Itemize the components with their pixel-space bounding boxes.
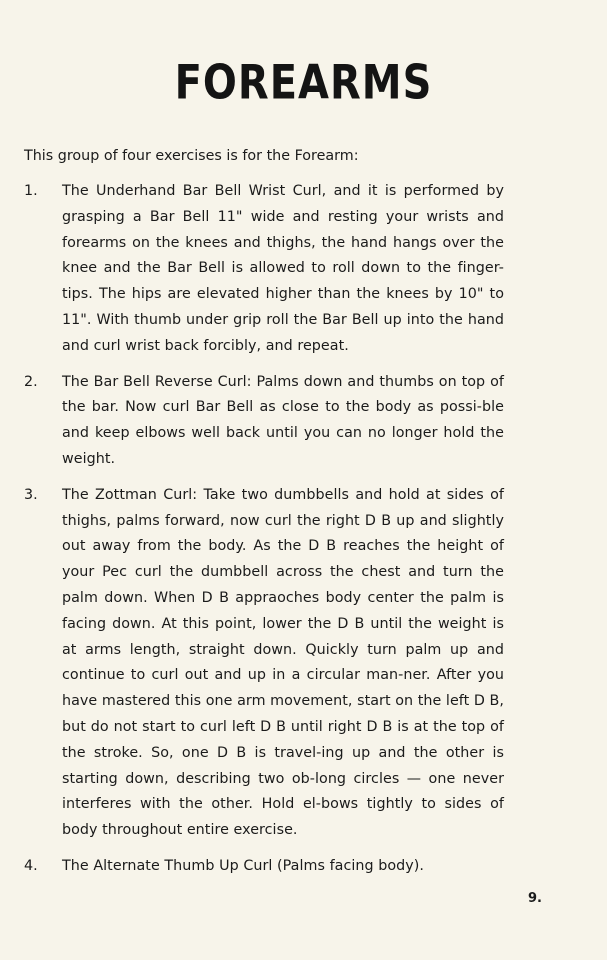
page-title: FOREARMS: [174, 56, 433, 111]
list-item-4: [24, 854, 504, 880]
page-number: 9.: [528, 891, 542, 906]
list-item-3: [24, 483, 504, 844]
item-number: 2.: [24, 373, 38, 390]
item-text: The Alternate Thumb Up Curl (Palms facing body).: [62, 857, 425, 874]
item-text: The Underhand Bar Bell Wrist Curl, and it is performed by grasping a Bar Bell 11" wide and resting your wrists and forearms on the knees and thighs, the hand hangs over the knee and the Bar Bell is allowed to roll down to the finger-tips. The hips are elevated higher than the knees by 10" to 11". With thumb under grip roll the Bar Bell up into the hand and curl wrist back forcibly, and repeat.: [62, 183, 504, 354]
intro-text: This group of four exercises is for the Forearm:: [24, 148, 359, 164]
item-text: The Zottman Curl: Take two dumbbells and hold at sides of thighs, palms forward, now curl the right D B up and slightly out away from the body. As the D B reaches the height of your Pec curl the dumbbell across the chest and turn the palm down. When D B appraoches body center the palm is facing down. At this point, lower the D B until the weight is at arms length, straight down. Quickly turn palm up and continue to curl out and up in a circular man-ner. After you have mastered this one arm movement, start on the left D B, but do not start to curl left D B until right D B is at the top of the stroke. So, one D B is travel-ing up and the other is starting down, describing two ob-long circles — one never interferes with the other. Hold el-bows tightly to sides of body throughout entire exercise.: [62, 486, 504, 839]
item-number: 3.: [24, 486, 38, 503]
item-text: The Bar Bell Reverse Curl: Palms down and thumbs on top of the bar. Now curl Bar Bell as close to the body as possi-ble and keep elbows well back until you can no longer hold the weight.: [62, 373, 504, 467]
list-item-2: [24, 370, 504, 473]
item-number: 4.: [24, 857, 38, 874]
list-item-1: [24, 179, 504, 360]
item-number: 1.: [24, 183, 38, 199]
exercise-list: [24, 179, 504, 890]
